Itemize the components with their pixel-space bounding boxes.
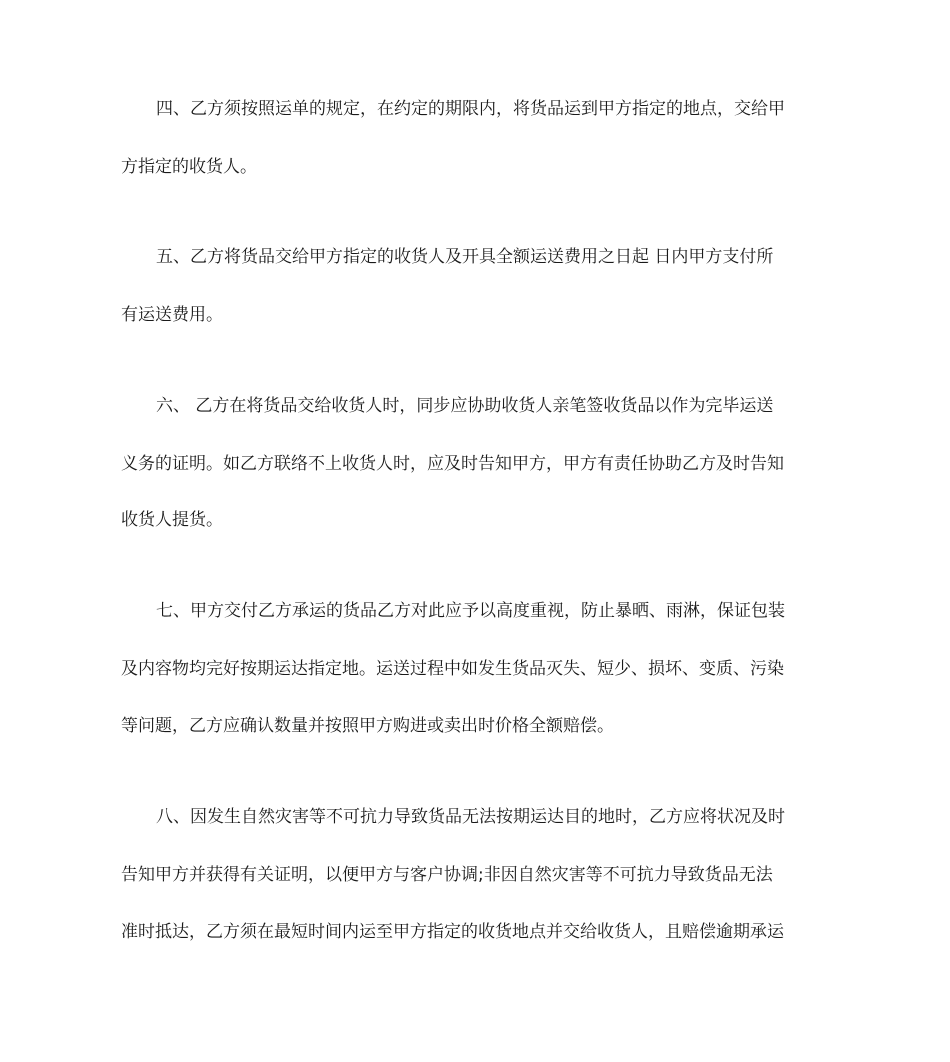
clause-6-line-2: 义务的证明。如乙方联络不上收货人时，应及时告知甲方，甲方有责任协助乙方及时告知: [121, 454, 784, 474]
clause-8-line-2: 告知甲方并获得有关证明，以便甲方与客户协调;非因自然灾害等不可抗力导致货品无法: [121, 865, 773, 885]
clause-5-line-1: 五、乙方将货品交给甲方指定的收货人及开具全额运送费用之日起 日内甲方支付所: [156, 247, 774, 267]
clause-4-line-2: 方指定的收货人。: [121, 157, 257, 177]
clause-8-line-3: 准时抵达，乙方须在最短时间内运至甲方指定的收货地点并交给收货人，且赔偿逾期承运: [121, 922, 784, 942]
clause-7-line-1: 七、甲方交付乙方承运的货品乙方对此应予以高度重视，防止暴晒、雨淋，保证包装: [156, 601, 785, 621]
clause-6-line-1: 六、 乙方在将货品交给收货人时，同步应协助收货人亲笔签收货品以作为完毕运送: [156, 396, 774, 416]
clause-7-line-2: 及内容物均完好按期运达指定地。运送过程中如发生货品灭失、短少、损坏、变质、污染: [121, 659, 784, 679]
clause-5-line-2: 有运送费用。: [121, 305, 223, 325]
clause-6-line-3: 收货人提货。: [121, 510, 223, 530]
clause-8-line-1: 八、因发生自然灾害等不可抗力导致货品无法按期运达目的地时，乙方应将状况及时: [156, 807, 785, 827]
clause-4-line-1: 四、乙方须按照运单的规定，在约定的期限内，将货品运到甲方指定的地点，交给甲: [156, 99, 785, 119]
clause-7-line-3: 等问题，乙方应确认数量并按照甲方购进或卖出时价格全额赔偿。: [121, 716, 614, 736]
